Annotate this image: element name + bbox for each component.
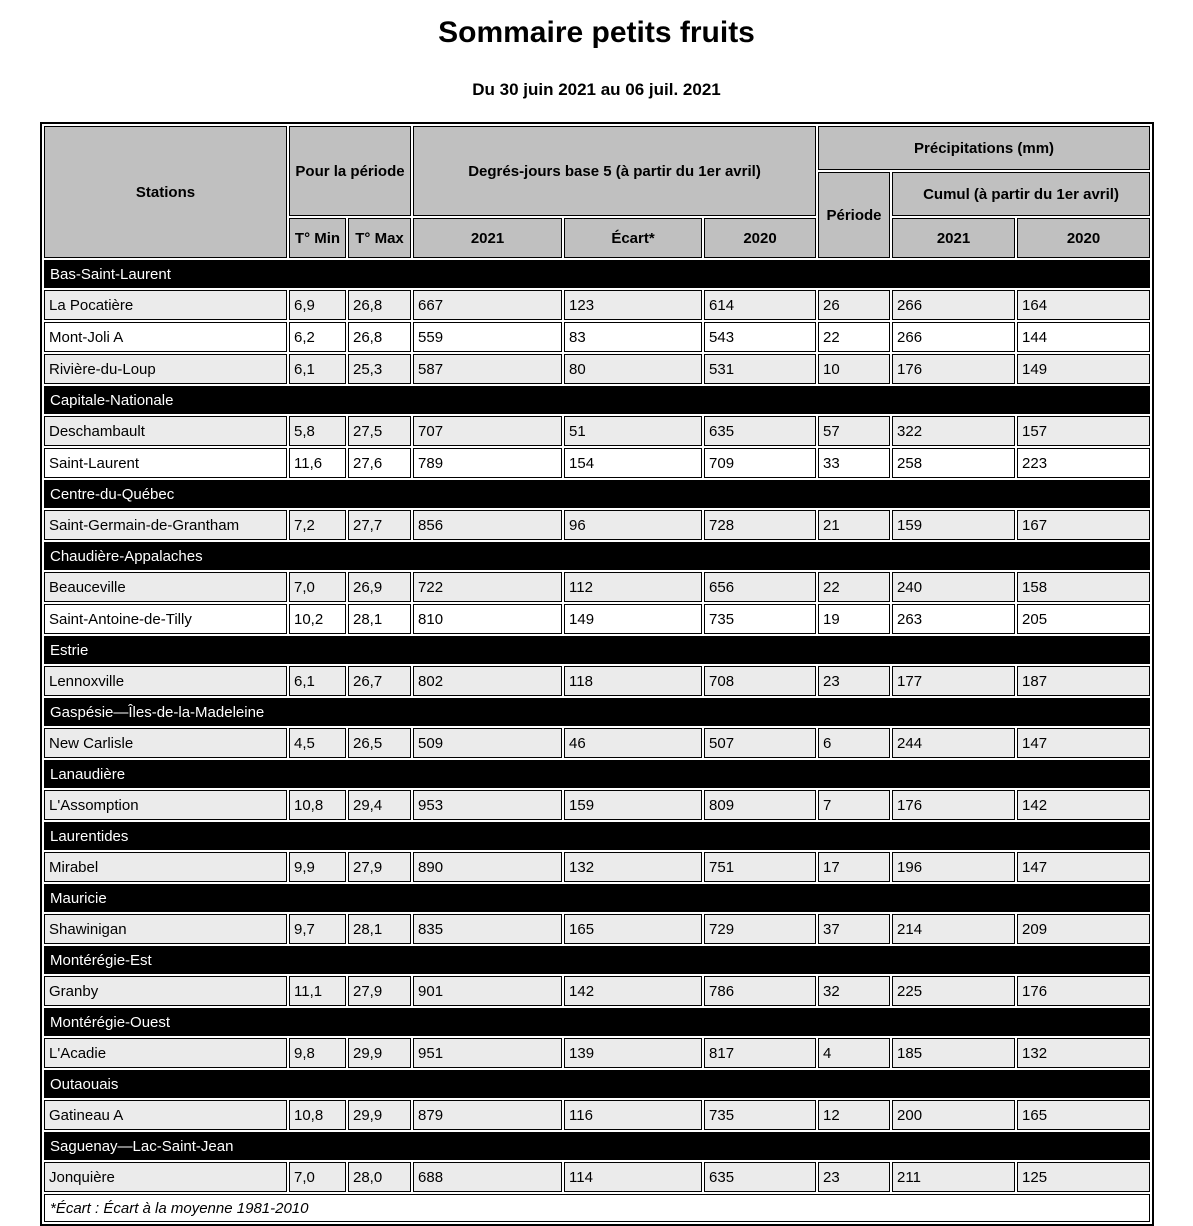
table-body [44,260,1150,1192]
value-cell: 26,9 [348,572,411,602]
col-header-dj-2020: 2020 [704,218,816,258]
value-cell: 185 [892,1038,1015,1068]
value-cell: 132 [564,852,702,882]
table-header [44,126,1150,258]
value-cell: 322 [892,416,1015,446]
value-cell: 57 [818,416,890,446]
value-cell: 879 [413,1100,562,1130]
value-cell: 196 [892,852,1015,882]
value-cell: 205 [1017,604,1150,634]
station-row [44,1038,1150,1068]
value-cell: 707 [413,416,562,446]
station-name: Granby [44,976,287,1006]
value-cell: 856 [413,510,562,540]
value-cell: 4,5 [289,728,346,758]
value-cell: 531 [704,354,816,384]
station-name: Rivière-du-Loup [44,354,287,384]
value-cell: 953 [413,790,562,820]
station-row [44,976,1150,1006]
value-cell: 32 [818,976,890,1006]
region-name: Saguenay—Lac-Saint-Jean [44,1132,1150,1160]
station-row [44,510,1150,540]
value-cell: 114 [564,1162,702,1192]
value-cell: 635 [704,1162,816,1192]
value-cell: 147 [1017,852,1150,882]
region-row [44,1008,1150,1036]
col-header-cumul-2021: 2021 [892,218,1015,258]
value-cell: 10 [818,354,890,384]
value-cell: 786 [704,976,816,1006]
value-cell: 200 [892,1100,1015,1130]
station-row [44,572,1150,602]
value-cell: 890 [413,852,562,882]
value-cell: 149 [1017,354,1150,384]
value-cell: 177 [892,666,1015,696]
station-row [44,666,1150,696]
value-cell: 118 [564,666,702,696]
col-group-periode: Pour la période [289,126,411,216]
value-cell: 5,8 [289,416,346,446]
station-name: Saint-Antoine-de-Tilly [44,604,287,634]
region-name: Estrie [44,636,1150,664]
station-name: Saint-Germain-de-Grantham [44,510,287,540]
value-cell: 96 [564,510,702,540]
value-cell: 37 [818,914,890,944]
value-cell: 132 [1017,1038,1150,1068]
value-cell: 614 [704,290,816,320]
station-row [44,914,1150,944]
value-cell: 817 [704,1038,816,1068]
value-cell: 28,1 [348,604,411,634]
value-cell: 6 [818,728,890,758]
station-name: Lennoxville [44,666,287,696]
region-row [44,1070,1150,1098]
value-cell: 176 [1017,976,1150,1006]
station-name: Saint-Laurent [44,448,287,478]
value-cell: 9,7 [289,914,346,944]
region-row [44,480,1150,508]
value-cell: 587 [413,354,562,384]
value-cell: 157 [1017,416,1150,446]
value-cell: 158 [1017,572,1150,602]
station-name: Shawinigan [44,914,287,944]
station-row [44,322,1150,352]
value-cell: 10,2 [289,604,346,634]
region-name: Montérégie-Est [44,946,1150,974]
station-row [44,790,1150,820]
page-title: Sommaire petits fruits [438,16,755,49]
value-cell: 26,8 [348,322,411,352]
col-group-cumul: Cumul (à partir du 1er avril) [892,172,1150,216]
col-header-stations: Stations [44,126,287,258]
value-cell: 29,4 [348,790,411,820]
value-cell: 809 [704,790,816,820]
value-cell: 729 [704,914,816,944]
value-cell: 26,5 [348,728,411,758]
value-cell: 23 [818,1162,890,1192]
station-row [44,852,1150,882]
station-row [44,1100,1150,1130]
value-cell: 21 [818,510,890,540]
page-subtitle: Du 30 juin 2021 au 06 juil. 2021 [472,80,721,99]
footnote: *Écart : Écart à la moyenne 1981-2010 [44,1194,1150,1222]
value-cell: 26 [818,290,890,320]
station-row [44,290,1150,320]
station-name: New Carlisle [44,728,287,758]
value-cell: 656 [704,572,816,602]
value-cell: 835 [413,914,562,944]
region-name: Chaudière-Appalaches [44,542,1150,570]
col-group-degres-jours: Degrés-jours base 5 (à partir du 1er avril) [413,126,816,216]
region-name: Capitale-Nationale [44,386,1150,414]
value-cell: 12 [818,1100,890,1130]
value-cell: 29,9 [348,1100,411,1130]
station-name: L'Assomption [44,790,287,820]
region-name: Gaspésie—Îles-de-la-Madeleine [44,698,1150,726]
region-name: Bas-Saint-Laurent [44,260,1150,288]
value-cell: 7 [818,790,890,820]
value-cell: 33 [818,448,890,478]
station-row [44,416,1150,446]
value-cell: 80 [564,354,702,384]
value-cell: 6,2 [289,322,346,352]
col-header-cumul-2020: 2020 [1017,218,1150,258]
region-row [44,760,1150,788]
value-cell: 159 [892,510,1015,540]
value-cell: 22 [818,322,890,352]
value-cell: 810 [413,604,562,634]
region-name: Centre-du-Québec [44,480,1150,508]
value-cell: 187 [1017,666,1150,696]
value-cell: 688 [413,1162,562,1192]
value-cell: 4 [818,1038,890,1068]
value-cell: 27,9 [348,976,411,1006]
value-cell: 51 [564,416,702,446]
value-cell: 951 [413,1038,562,1068]
value-cell: 728 [704,510,816,540]
value-cell: 244 [892,728,1015,758]
value-cell: 83 [564,322,702,352]
station-row [44,1162,1150,1192]
value-cell: 23 [818,666,890,696]
region-row [44,946,1150,974]
value-cell: 708 [704,666,816,696]
page [0,16,1193,1226]
value-cell: 165 [564,914,702,944]
value-cell: 509 [413,728,562,758]
station-row [44,604,1150,634]
summary-table [40,122,1154,1226]
value-cell: 27,7 [348,510,411,540]
station-row [44,728,1150,758]
value-cell: 7,0 [289,572,346,602]
value-cell: 28,0 [348,1162,411,1192]
value-cell: 507 [704,728,816,758]
value-cell: 147 [1017,728,1150,758]
value-cell: 26,7 [348,666,411,696]
value-cell: 17 [818,852,890,882]
value-cell: 142 [564,976,702,1006]
value-cell: 112 [564,572,702,602]
value-cell: 149 [564,604,702,634]
col-header-tmax: T° Max [348,218,411,258]
col-header-periode: Période [818,172,890,258]
station-row [44,354,1150,384]
value-cell: 19 [818,604,890,634]
value-cell: 9,8 [289,1038,346,1068]
value-cell: 144 [1017,322,1150,352]
value-cell: 223 [1017,448,1150,478]
value-cell: 11,1 [289,976,346,1006]
value-cell: 27,6 [348,448,411,478]
value-cell: 142 [1017,790,1150,820]
value-cell: 709 [704,448,816,478]
value-cell: 7,2 [289,510,346,540]
value-cell: 28,1 [348,914,411,944]
value-cell: 901 [413,976,562,1006]
region-row [44,542,1150,570]
value-cell: 10,8 [289,790,346,820]
station-name: Mirabel [44,852,287,882]
col-header-tmin: T° Min [289,218,346,258]
region-row [44,386,1150,414]
value-cell: 735 [704,1100,816,1130]
value-cell: 214 [892,914,1015,944]
value-cell: 263 [892,604,1015,634]
value-cell: 635 [704,416,816,446]
region-row [44,698,1150,726]
value-cell: 29,9 [348,1038,411,1068]
region-row [44,822,1150,850]
station-name: Mont-Joli A [44,322,287,352]
value-cell: 667 [413,290,562,320]
value-cell: 22 [818,572,890,602]
value-cell: 176 [892,354,1015,384]
station-name: L'Acadie [44,1038,287,1068]
value-cell: 209 [1017,914,1150,944]
region-name: Outaouais [44,1070,1150,1098]
region-row [44,884,1150,912]
value-cell: 211 [892,1162,1015,1192]
value-cell: 258 [892,448,1015,478]
value-cell: 559 [413,322,562,352]
station-row [44,448,1150,478]
station-name: Beauceville [44,572,287,602]
region-name: Montérégie-Ouest [44,1008,1150,1036]
value-cell: 10,8 [289,1100,346,1130]
value-cell: 27,9 [348,852,411,882]
value-cell: 164 [1017,290,1150,320]
value-cell: 735 [704,604,816,634]
station-name: Deschambault [44,416,287,446]
value-cell: 27,5 [348,416,411,446]
value-cell: 266 [892,322,1015,352]
value-cell: 11,6 [289,448,346,478]
value-cell: 751 [704,852,816,882]
region-row [44,636,1150,664]
region-row [44,260,1150,288]
value-cell: 789 [413,448,562,478]
region-name: Laurentides [44,822,1150,850]
value-cell: 125 [1017,1162,1150,1192]
col-header-dj-2021: 2021 [413,218,562,258]
col-header-dj-ecart: Écart* [564,218,702,258]
region-name: Lanaudière [44,760,1150,788]
region-row [44,1132,1150,1160]
value-cell: 167 [1017,510,1150,540]
value-cell: 802 [413,666,562,696]
value-cell: 154 [564,448,702,478]
value-cell: 176 [892,790,1015,820]
col-group-precipitations: Précipitations (mm) [818,126,1150,170]
value-cell: 25,3 [348,354,411,384]
value-cell: 159 [564,790,702,820]
value-cell: 6,9 [289,290,346,320]
region-name: Mauricie [44,884,1150,912]
station-name: La Pocatière [44,290,287,320]
value-cell: 240 [892,572,1015,602]
station-name: Jonquière [44,1162,287,1192]
value-cell: 543 [704,322,816,352]
value-cell: 225 [892,976,1015,1006]
value-cell: 116 [564,1100,702,1130]
value-cell: 722 [413,572,562,602]
value-cell: 6,1 [289,354,346,384]
value-cell: 123 [564,290,702,320]
station-name: Gatineau A [44,1100,287,1130]
value-cell: 46 [564,728,702,758]
value-cell: 165 [1017,1100,1150,1130]
value-cell: 26,8 [348,290,411,320]
value-cell: 266 [892,290,1015,320]
value-cell: 139 [564,1038,702,1068]
value-cell: 9,9 [289,852,346,882]
value-cell: 7,0 [289,1162,346,1192]
value-cell: 6,1 [289,666,346,696]
